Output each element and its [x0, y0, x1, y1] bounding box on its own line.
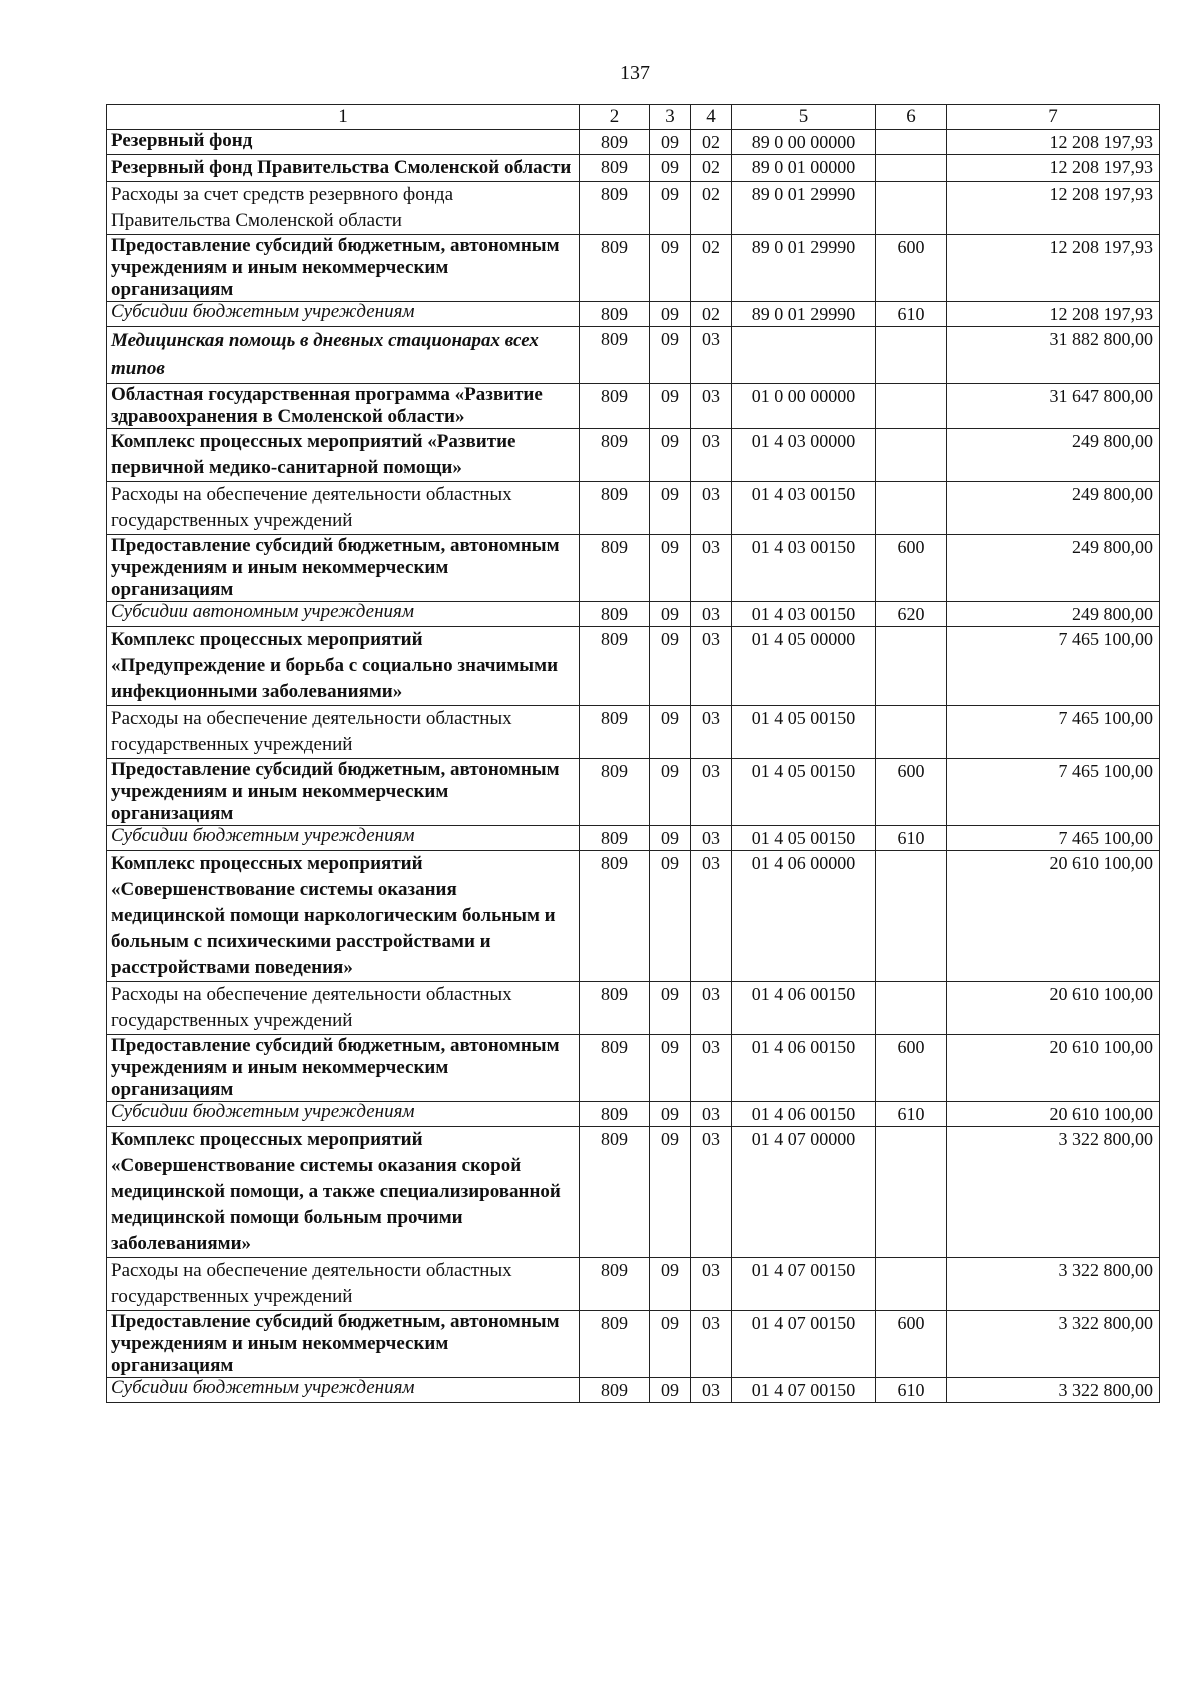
- row-name-cell: Областная государственная программа «Развитие здравоохранения в Смоленской области»: [107, 384, 580, 429]
- row-subsection-cell: 03: [691, 535, 732, 602]
- header-cell: 1: [107, 105, 580, 130]
- row-subsection-cell: 03: [691, 429, 732, 482]
- table-row: [107, 627, 1160, 706]
- row-subsection-cell: 02: [691, 182, 732, 235]
- row-code-cell: 809: [580, 384, 650, 429]
- row-expense-type-cell: 600: [876, 535, 947, 602]
- row-expense-type-cell: [876, 1258, 947, 1311]
- table-row: [107, 602, 1160, 627]
- header-cell: 7: [947, 105, 1160, 130]
- row-amount-cell: 7 465 100,00: [947, 627, 1160, 706]
- row-name-cell: Расходы на обеспечение деятельности областных государственных учреждений: [107, 1258, 580, 1311]
- row-amount-cell: 249 800,00: [947, 429, 1160, 482]
- row-amount-cell: 12 208 197,93: [947, 302, 1160, 327]
- row-amount-cell: 3 322 800,00: [947, 1311, 1160, 1378]
- row-name-cell: Субсидии бюджетным учреждениям: [107, 1378, 580, 1403]
- row-name-cell: Резервный фонд: [107, 130, 580, 155]
- row-amount-cell: 31 882 800,00: [947, 327, 1160, 384]
- row-amount-cell: 20 610 100,00: [947, 1102, 1160, 1127]
- row-section-cell: 09: [650, 1102, 691, 1127]
- row-target-article-cell: 01 4 07 00150: [732, 1311, 876, 1378]
- row-amount-cell: 3 322 800,00: [947, 1258, 1160, 1311]
- table-row: [107, 1311, 1160, 1378]
- row-name-cell: Предоставление субсидий бюджетным, автономным учреждениям и иным некоммерческим организациям: [107, 759, 580, 826]
- row-target-article-cell: 01 4 03 00150: [732, 602, 876, 627]
- row-target-article-cell: 89 0 00 00000: [732, 130, 876, 155]
- table-row: [107, 535, 1160, 602]
- row-subsection-cell: 03: [691, 482, 732, 535]
- row-subsection-cell: 03: [691, 1102, 732, 1127]
- row-name-cell: Предоставление субсидий бюджетным, автономным учреждениям и иным некоммерческим организациям: [107, 535, 580, 602]
- row-code-cell: 809: [580, 759, 650, 826]
- row-target-article-cell: 01 4 06 00150: [732, 982, 876, 1035]
- row-target-article-cell: 01 4 05 00000: [732, 627, 876, 706]
- row-subsection-cell: 02: [691, 302, 732, 327]
- row-amount-cell: 31 647 800,00: [947, 384, 1160, 429]
- row-expense-type-cell: 600: [876, 235, 947, 302]
- row-section-cell: 09: [650, 130, 691, 155]
- row-section-cell: 09: [650, 384, 691, 429]
- table-row: [107, 130, 1160, 155]
- row-expense-type-cell: 620: [876, 602, 947, 627]
- table-row: [107, 302, 1160, 327]
- table-row: [107, 1035, 1160, 1102]
- row-section-cell: 09: [650, 482, 691, 535]
- row-target-article-cell: 01 0 00 00000: [732, 384, 876, 429]
- row-subsection-cell: 03: [691, 826, 732, 851]
- row-name-cell: Комплекс процессных мероприятий «Предупреждение и борьба с социально значимыми инфекционными заболеваниями»: [107, 627, 580, 706]
- row-subsection-cell: 02: [691, 130, 732, 155]
- row-section-cell: 09: [650, 851, 691, 982]
- row-expense-type-cell: 610: [876, 1378, 947, 1403]
- row-code-cell: 809: [580, 155, 650, 182]
- row-amount-cell: 20 610 100,00: [947, 851, 1160, 982]
- row-name-cell: Субсидии бюджетным учреждениям: [107, 1102, 580, 1127]
- row-subsection-cell: 03: [691, 602, 732, 627]
- row-section-cell: 09: [650, 302, 691, 327]
- row-amount-cell: 7 465 100,00: [947, 759, 1160, 826]
- row-expense-type-cell: [876, 429, 947, 482]
- row-target-article-cell: 01 4 03 00150: [732, 535, 876, 602]
- header-cell: 3: [650, 105, 691, 130]
- row-amount-cell: 249 800,00: [947, 535, 1160, 602]
- row-target-article-cell: 01 4 06 00150: [732, 1102, 876, 1127]
- table-row: [107, 1378, 1160, 1403]
- table-row: [107, 482, 1160, 535]
- row-code-cell: 809: [580, 182, 650, 235]
- table-row: [107, 384, 1160, 429]
- table-row: [107, 235, 1160, 302]
- row-section-cell: 09: [650, 627, 691, 706]
- row-amount-cell: 12 208 197,93: [947, 182, 1160, 235]
- row-name-cell: Комплекс процессных мероприятий «Развитие первичной медико-санитарной помощи»: [107, 429, 580, 482]
- row-expense-type-cell: [876, 482, 947, 535]
- row-target-article-cell: 01 4 05 00150: [732, 759, 876, 826]
- table-row: [107, 706, 1160, 759]
- row-name-cell: Предоставление субсидий бюджетным, автономным учреждениям и иным некоммерческим организациям: [107, 235, 580, 302]
- row-target-article-cell: 89 0 01 00000: [732, 155, 876, 182]
- row-expense-type-cell: [876, 182, 947, 235]
- row-target-article-cell: 01 4 03 00000: [732, 429, 876, 482]
- row-code-cell: 809: [580, 1258, 650, 1311]
- table-row: [107, 1102, 1160, 1127]
- header-cell: 6: [876, 105, 947, 130]
- table-row: [107, 182, 1160, 235]
- header-cell: 5: [732, 105, 876, 130]
- row-subsection-cell: 03: [691, 1258, 732, 1311]
- row-target-article-cell: 01 4 07 00150: [732, 1378, 876, 1403]
- row-name-cell: Расходы на обеспечение деятельности областных государственных учреждений: [107, 482, 580, 535]
- row-subsection-cell: 03: [691, 1127, 732, 1258]
- budget-table: [106, 104, 1160, 1403]
- row-amount-cell: 12 208 197,93: [947, 130, 1160, 155]
- row-name-cell: Предоставление субсидий бюджетным, автономным учреждениям и иным некоммерческим организациям: [107, 1311, 580, 1378]
- row-amount-cell: 20 610 100,00: [947, 1035, 1160, 1102]
- row-expense-type-cell: [876, 155, 947, 182]
- row-target-article-cell: 01 4 05 00150: [732, 826, 876, 851]
- row-expense-type-cell: [876, 1127, 947, 1258]
- row-name-cell: Субсидии автономным учреждениям: [107, 602, 580, 627]
- row-section-cell: 09: [650, 1127, 691, 1258]
- row-section-cell: 09: [650, 826, 691, 851]
- row-name-cell: Резервный фонд Правительства Смоленской области: [107, 155, 580, 182]
- row-subsection-cell: 03: [691, 327, 732, 384]
- table-row: [107, 429, 1160, 482]
- page-number: 137: [620, 62, 650, 84]
- row-section-cell: 09: [650, 1311, 691, 1378]
- row-name-cell: Предоставление субсидий бюджетным, автономным учреждениям и иным некоммерческим организациям: [107, 1035, 580, 1102]
- row-code-cell: 809: [580, 1035, 650, 1102]
- row-subsection-cell: 03: [691, 1311, 732, 1378]
- row-section-cell: 09: [650, 429, 691, 482]
- row-section-cell: 09: [650, 235, 691, 302]
- row-subsection-cell: 03: [691, 706, 732, 759]
- row-section-cell: 09: [650, 1258, 691, 1311]
- row-subsection-cell: 03: [691, 1378, 732, 1403]
- row-code-cell: 809: [580, 130, 650, 155]
- row-name-cell: Субсидии бюджетным учреждениям: [107, 826, 580, 851]
- row-expense-type-cell: [876, 130, 947, 155]
- row-code-cell: 809: [580, 1378, 650, 1403]
- row-amount-cell: 3 322 800,00: [947, 1378, 1160, 1403]
- row-code-cell: 809: [580, 535, 650, 602]
- table-row: [107, 327, 1160, 384]
- row-section-cell: 09: [650, 327, 691, 384]
- row-expense-type-cell: 610: [876, 302, 947, 327]
- row-section-cell: 09: [650, 155, 691, 182]
- row-code-cell: 809: [580, 1311, 650, 1378]
- row-code-cell: 809: [580, 982, 650, 1035]
- table-row: [107, 851, 1160, 982]
- table-header-row: [107, 105, 1160, 130]
- row-section-cell: 09: [650, 982, 691, 1035]
- row-expense-type-cell: [876, 627, 947, 706]
- row-code-cell: 809: [580, 602, 650, 627]
- row-code-cell: 809: [580, 235, 650, 302]
- row-expense-type-cell: 610: [876, 1102, 947, 1127]
- row-amount-cell: 249 800,00: [947, 482, 1160, 535]
- row-target-article-cell: 01 4 06 00150: [732, 1035, 876, 1102]
- row-expense-type-cell: 600: [876, 759, 947, 826]
- header-cell: 2: [580, 105, 650, 130]
- table-row: [107, 759, 1160, 826]
- row-section-cell: 09: [650, 1035, 691, 1102]
- row-expense-type-cell: 610: [876, 826, 947, 851]
- row-code-cell: 809: [580, 706, 650, 759]
- row-section-cell: 09: [650, 759, 691, 826]
- row-subsection-cell: 03: [691, 982, 732, 1035]
- row-code-cell: 809: [580, 1102, 650, 1127]
- row-code-cell: 809: [580, 429, 650, 482]
- row-name-cell: Комплекс процессных мероприятий «Совершенствование системы оказания скорой медицинской помощи, а также специализированной медицинской помощи больным прочими заболеваниями»: [107, 1127, 580, 1258]
- row-name-cell: Расходы на обеспечение деятельности областных государственных учреждений: [107, 982, 580, 1035]
- table-row: [107, 1258, 1160, 1311]
- table-row: [107, 826, 1160, 851]
- table-row: [107, 982, 1160, 1035]
- row-amount-cell: 7 465 100,00: [947, 706, 1160, 759]
- row-section-cell: 09: [650, 1378, 691, 1403]
- row-amount-cell: 12 208 197,93: [947, 235, 1160, 302]
- row-section-cell: 09: [650, 182, 691, 235]
- row-code-cell: 809: [580, 627, 650, 706]
- row-target-article-cell: 01 4 05 00150: [732, 706, 876, 759]
- row-section-cell: 09: [650, 602, 691, 627]
- row-subsection-cell: 02: [691, 155, 732, 182]
- row-target-article-cell: 01 4 03 00150: [732, 482, 876, 535]
- row-amount-cell: 12 208 197,93: [947, 155, 1160, 182]
- row-subsection-cell: 03: [691, 384, 732, 429]
- row-expense-type-cell: [876, 706, 947, 759]
- row-subsection-cell: 03: [691, 627, 732, 706]
- row-code-cell: 809: [580, 826, 650, 851]
- row-name-cell: Расходы на обеспечение деятельности областных государственных учреждений: [107, 706, 580, 759]
- table-row: [107, 1127, 1160, 1258]
- row-subsection-cell: 03: [691, 1035, 732, 1102]
- row-name-cell: Субсидии бюджетным учреждениям: [107, 302, 580, 327]
- row-amount-cell: 20 610 100,00: [947, 982, 1160, 1035]
- row-amount-cell: 3 322 800,00: [947, 1127, 1160, 1258]
- row-name-cell: Комплекс процессных мероприятий «Совершенствование системы оказания медицинской помощи наркологическим больным и больным с психическими расстройствами и расстройствами поведения»: [107, 851, 580, 982]
- row-name-cell: Медицинская помощь в дневных стационарах всех типов: [107, 327, 580, 384]
- row-target-article-cell: 89 0 01 29990: [732, 302, 876, 327]
- row-code-cell: 809: [580, 302, 650, 327]
- row-target-article-cell: 01 4 07 00000: [732, 1127, 876, 1258]
- row-expense-type-cell: [876, 327, 947, 384]
- row-code-cell: 809: [580, 482, 650, 535]
- row-section-cell: 09: [650, 706, 691, 759]
- row-target-article-cell: 89 0 01 29990: [732, 235, 876, 302]
- row-expense-type-cell: 600: [876, 1311, 947, 1378]
- row-target-article-cell: 01 4 06 00000: [732, 851, 876, 982]
- row-subsection-cell: 03: [691, 759, 732, 826]
- row-subsection-cell: 02: [691, 235, 732, 302]
- row-subsection-cell: 03: [691, 851, 732, 982]
- row-expense-type-cell: [876, 384, 947, 429]
- row-target-article-cell: [732, 327, 876, 384]
- row-expense-type-cell: 600: [876, 1035, 947, 1102]
- row-expense-type-cell: [876, 851, 947, 982]
- row-section-cell: 09: [650, 535, 691, 602]
- table-row: [107, 155, 1160, 182]
- header-cell: 4: [691, 105, 732, 130]
- row-code-cell: 809: [580, 327, 650, 384]
- row-amount-cell: 249 800,00: [947, 602, 1160, 627]
- row-amount-cell: 7 465 100,00: [947, 826, 1160, 851]
- row-expense-type-cell: [876, 982, 947, 1035]
- row-target-article-cell: 01 4 07 00150: [732, 1258, 876, 1311]
- row-name-cell: Расходы за счет средств резервного фонда Правительства Смоленской области: [107, 182, 580, 235]
- row-code-cell: 809: [580, 851, 650, 982]
- row-code-cell: 809: [580, 1127, 650, 1258]
- row-target-article-cell: 89 0 01 29990: [732, 182, 876, 235]
